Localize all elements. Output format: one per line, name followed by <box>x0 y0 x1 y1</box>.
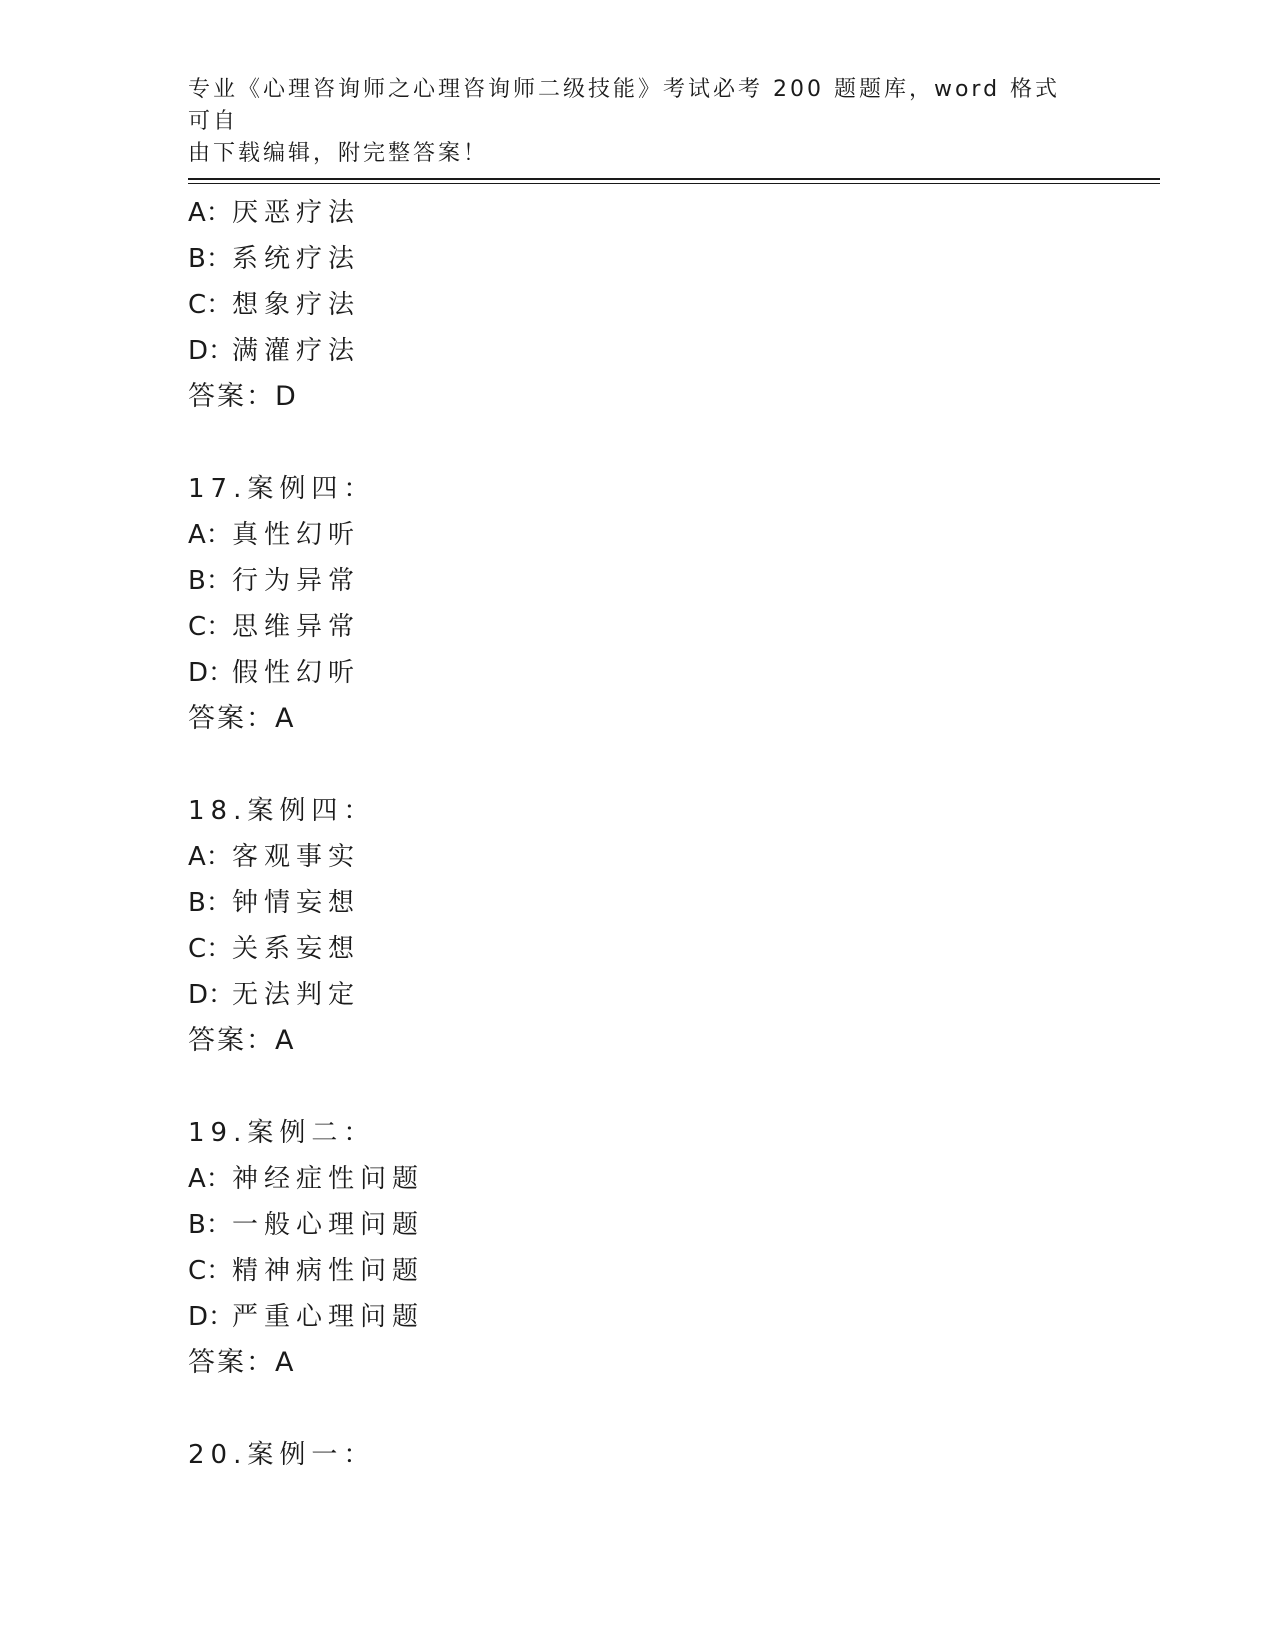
option-c <box>188 926 1088 972</box>
option-a <box>188 512 1088 558</box>
option-text: 系统疗法 <box>232 244 361 274</box>
question-title: 20.案例一： <box>188 1440 376 1470</box>
question-title: 18.案例四： <box>188 796 376 826</box>
question-18 <box>188 788 1088 1064</box>
question-19 <box>188 1110 1088 1386</box>
option-letter: C： <box>188 934 233 964</box>
option-d <box>188 328 1088 374</box>
question-17 <box>188 466 1088 742</box>
option-a <box>188 1156 1088 1202</box>
header-divider-thin <box>188 183 1160 184</box>
question-list <box>188 190 1088 1478</box>
option-text: 钟情妄想 <box>232 888 361 918</box>
option-b <box>188 558 1088 604</box>
option-letter: B： <box>188 1210 232 1240</box>
answer-line: 答案：A <box>188 1347 296 1378</box>
option-text: 假性幻听 <box>232 658 361 688</box>
option-b <box>188 1202 1088 1248</box>
answer-line: 答案：A <box>188 703 296 734</box>
document-header <box>188 74 1068 170</box>
answer-line: 答案：D <box>188 381 298 412</box>
answer-line: 答案：A <box>188 1025 296 1056</box>
option-a <box>188 834 1088 880</box>
option-text: 行为异常 <box>232 566 361 596</box>
option-c <box>188 1248 1088 1294</box>
option-b <box>188 880 1088 926</box>
option-text: 严重心理问题 <box>232 1302 425 1332</box>
question-20 <box>188 1432 1088 1478</box>
option-d <box>188 1294 1088 1340</box>
option-text: 关系妄想 <box>232 934 361 964</box>
option-text: 一般心理问题 <box>232 1210 425 1240</box>
option-text: 思维异常 <box>232 612 361 642</box>
option-d <box>188 972 1088 1018</box>
option-text: 真性幻听 <box>232 520 361 550</box>
option-text: 精神病性问题 <box>232 1256 425 1286</box>
option-letter: D： <box>188 336 235 366</box>
option-a <box>188 190 1088 236</box>
question-title: 19.案例二： <box>188 1118 376 1148</box>
option-letter: B： <box>188 888 232 918</box>
option-letter: A： <box>188 520 232 550</box>
option-text: 神经症性问题 <box>232 1164 425 1194</box>
option-c <box>188 604 1088 650</box>
option-b <box>188 236 1088 282</box>
option-text: 厌恶疗法 <box>232 198 361 228</box>
option-letter: A： <box>188 1164 232 1194</box>
option-letter: B： <box>188 566 232 596</box>
option-letter: D： <box>188 658 235 688</box>
option-text: 客观事实 <box>232 842 361 872</box>
option-letter: A： <box>188 198 232 228</box>
option-text: 想象疗法 <box>232 290 361 320</box>
option-letter: C： <box>188 290 233 320</box>
option-letter: B： <box>188 244 232 274</box>
option-letter: D： <box>188 980 235 1010</box>
header-line-1: 专业《心理咨询师之心理咨询师二级技能》考试必考 200 题题库，word 格式可自 <box>188 77 1061 134</box>
option-letter: C： <box>188 612 233 642</box>
option-letter: A： <box>188 842 232 872</box>
option-letter: C： <box>188 1256 233 1286</box>
option-c <box>188 282 1088 328</box>
option-d <box>188 650 1088 696</box>
header-divider-thick <box>188 178 1160 180</box>
option-text: 无法判定 <box>232 980 361 1010</box>
question-16 <box>188 190 1088 420</box>
question-title: 17.案例四： <box>188 474 376 504</box>
option-text: 满灌疗法 <box>232 336 361 366</box>
option-letter: D： <box>188 1302 235 1332</box>
header-line-2: 由下载编辑，附完整答案！ <box>188 141 489 166</box>
